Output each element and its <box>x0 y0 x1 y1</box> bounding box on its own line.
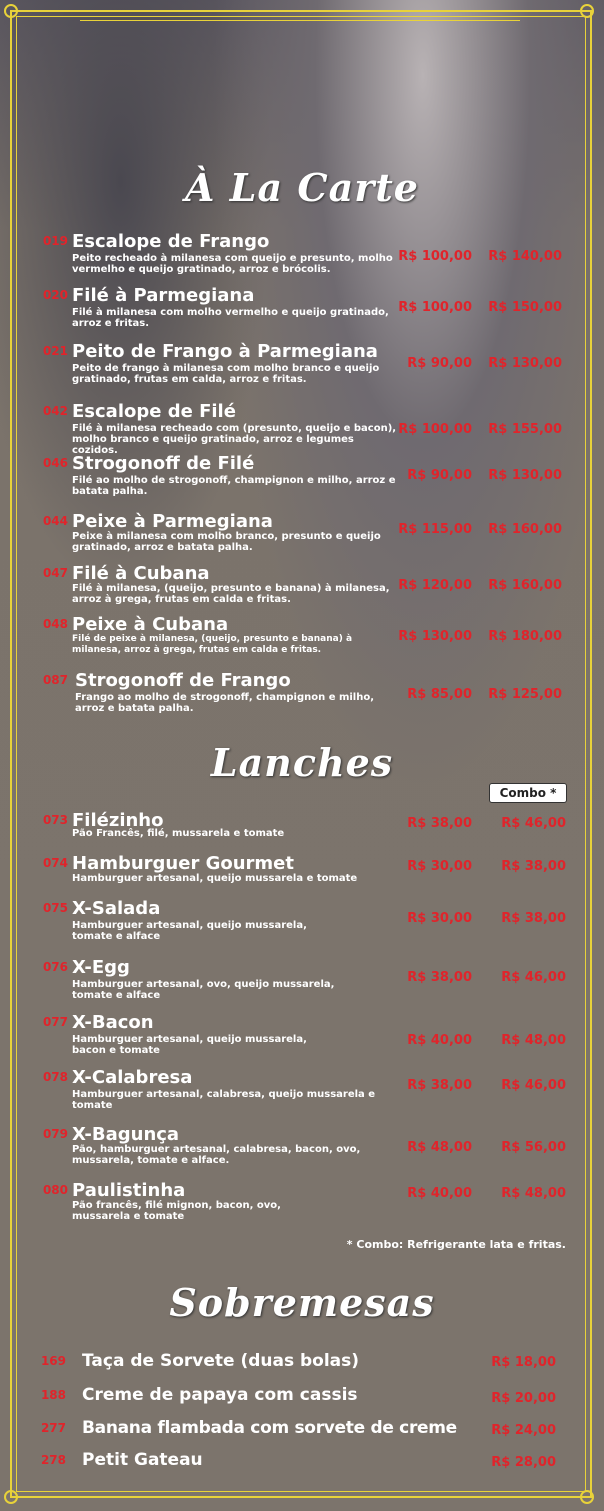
item-price: R$ 38,00 <box>407 816 472 831</box>
item-name: Petit Gateau <box>82 1450 203 1470</box>
item-price: R$ 90,00 <box>407 468 472 483</box>
item-code: 046 <box>42 456 68 470</box>
item-code: 188 <box>40 1388 66 1402</box>
item-price: R$ 85,00 <box>407 687 472 702</box>
item-price-alt: R$ 130,00 <box>488 468 562 483</box>
item-price: R$ 130,00 <box>398 629 472 644</box>
item-code: 021 <box>42 344 68 358</box>
item-price: R$ 40,00 <box>407 1033 472 1048</box>
item-price-alt: R$ 38,00 <box>501 859 566 874</box>
item-name: X-Calabresa <box>72 1067 193 1088</box>
item-description: Pão Francês, filé, mussarela e tomate <box>72 828 285 839</box>
section-title-alacarte: À La Carte <box>185 165 419 210</box>
item-name: Escalope de Frango <box>72 231 270 252</box>
item-price-alt: R$ 46,00 <box>501 970 566 985</box>
item-price: R$ 20,00 <box>491 1391 556 1406</box>
item-name: Banana flambada com sorvete de creme <box>82 1418 457 1438</box>
item-price: R$ 30,00 <box>407 911 472 926</box>
item-name: Peixe à Parmegiana <box>72 511 273 532</box>
item-code: 087 <box>42 673 68 687</box>
corner-ornament-icon <box>4 4 18 18</box>
corner-ornament-icon <box>580 1490 594 1504</box>
item-price-alt: R$ 160,00 <box>488 522 562 537</box>
item-code: 278 <box>40 1453 66 1467</box>
item-code: 079 <box>42 1127 68 1141</box>
item-description: Peito de frango à milanesa com molho branco e queijo gratinado, frutas em calda, arroz e fritas. <box>72 363 380 385</box>
item-code: 169 <box>40 1354 66 1368</box>
item-name: Strogonoff de Filé <box>72 453 255 474</box>
section-title-lanches: Lanches <box>210 740 394 785</box>
item-price-alt: R$ 46,00 <box>501 1078 566 1093</box>
item-name: Peixe à Cubana <box>72 614 229 635</box>
item-description: Filé de peixe à milanesa, (queijo, presunto e banana) à milanesa, arroz à grega, frutas em calda e fritas. <box>72 634 353 655</box>
item-description: Hamburguer artesanal, queijo mussarela e tomate <box>72 873 358 884</box>
item-name: X-Bagunça <box>72 1124 180 1145</box>
decorative-line <box>80 20 520 21</box>
item-name: X-Egg <box>72 957 130 978</box>
item-price: R$ 115,00 <box>398 522 472 537</box>
item-price-alt: R$ 180,00 <box>488 629 562 644</box>
item-name: Filézinho <box>72 810 164 831</box>
item-price-alt: R$ 155,00 <box>488 422 562 437</box>
item-code: 020 <box>42 288 68 302</box>
item-code: 047 <box>42 566 68 580</box>
item-price-alt: R$ 46,00 <box>501 816 566 831</box>
item-name: Peito de Frango à Parmegiana <box>72 341 378 362</box>
item-price-alt: R$ 48,00 <box>501 1186 566 1201</box>
item-name: Filé à Parmegiana <box>72 285 255 306</box>
item-price-alt: R$ 38,00 <box>501 911 566 926</box>
item-code: 074 <box>42 856 68 870</box>
item-code: 019 <box>42 234 68 248</box>
item-code: 277 <box>40 1421 66 1435</box>
item-price: R$ 30,00 <box>407 859 472 874</box>
item-name: Escalope de Filé <box>72 401 236 422</box>
combo-note: * Combo: Refrigerante lata e fritas. <box>346 1238 566 1251</box>
item-price: R$ 100,00 <box>398 249 472 264</box>
item-price: R$ 24,00 <box>491 1423 556 1438</box>
item-name: X-Salada <box>72 898 161 919</box>
item-name: Taça de Sorvete (duas bolas) <box>82 1351 360 1371</box>
item-price: R$ 18,00 <box>491 1355 556 1370</box>
item-price-alt: R$ 160,00 <box>488 578 562 593</box>
item-code: 048 <box>42 617 68 631</box>
item-price: R$ 28,00 <box>491 1455 556 1470</box>
item-description: Filé à milanesa, (queijo, presunto e banana) à milanesa, arroz à grega, frutas em calda e fritas. <box>72 583 390 605</box>
item-description: Filé ao molho de strogonoff, champignon e milho, arroz e batata palha. <box>72 475 396 497</box>
section-title-sobremesas: Sobremesas <box>169 1280 435 1325</box>
item-code: 080 <box>42 1183 68 1197</box>
item-code: 076 <box>42 960 68 974</box>
item-code: 078 <box>42 1070 68 1084</box>
item-price: R$ 100,00 <box>398 300 472 315</box>
item-price-alt: R$ 125,00 <box>488 687 562 702</box>
item-price: R$ 38,00 <box>407 1078 472 1093</box>
item-price: R$ 40,00 <box>407 1186 472 1201</box>
item-name: Strogonoff de Frango <box>75 670 291 691</box>
item-code: 044 <box>42 514 68 528</box>
combo-badge: Combo * <box>489 783 567 803</box>
corner-ornament-icon <box>580 4 594 18</box>
item-name: X-Bacon <box>72 1012 154 1033</box>
corner-ornament-icon <box>4 1490 18 1504</box>
item-price: R$ 90,00 <box>407 356 472 371</box>
item-description: Hamburguer artesanal, ovo, queijo mussarela, tomate e alface <box>72 979 335 1001</box>
item-description: Hamburguer artesanal, calabresa, queijo mussarela e tomate <box>72 1089 376 1111</box>
item-price-alt: R$ 130,00 <box>488 356 562 371</box>
item-price-alt: R$ 150,00 <box>488 300 562 315</box>
item-code: 075 <box>42 901 68 915</box>
item-price: R$ 38,00 <box>407 970 472 985</box>
item-code: 042 <box>42 404 68 418</box>
item-code: 077 <box>42 1015 68 1029</box>
item-description: Frango ao molho de strogonoff, champignon e milho, arroz e batata palha. <box>75 692 375 714</box>
item-price: R$ 120,00 <box>398 578 472 593</box>
item-description: Filé à milanesa recheado com (presunto, queijo e bacon), molho branco e queijo gratinado, arroz e legumes cozidos. <box>72 423 397 456</box>
item-name: Paulistinha <box>72 1180 186 1201</box>
item-description: Filé à milanesa com molho vermelho e queijo gratinado, arroz e fritas. <box>72 307 389 329</box>
item-description: Hamburguer artesanal, queijo mussarela, bacon e tomate <box>72 1034 307 1056</box>
item-price-alt: R$ 140,00 <box>488 249 562 264</box>
item-description: Hamburguer artesanal, queijo mussarela, tomate e alface <box>72 920 307 942</box>
item-name: Filé à Cubana <box>72 563 210 584</box>
item-description: Pão francês, filé mignon, bacon, ovo, mussarela e tomate <box>72 1200 281 1222</box>
item-price: R$ 48,00 <box>407 1140 472 1155</box>
item-description: Peito recheado à milanesa com queijo e presunto, molho vermelho e queijo gratinado, arroz e brócolis. <box>72 253 393 275</box>
item-description: Pão, hamburguer artesanal, calabresa, bacon, ovo, mussarela, tomate e alface. <box>72 1144 361 1166</box>
item-name: Hamburguer Gourmet <box>72 853 294 874</box>
item-name: Creme de papaya com cassis <box>82 1385 358 1405</box>
item-code: 073 <box>42 813 68 827</box>
item-price-alt: R$ 56,00 <box>501 1140 566 1155</box>
item-description: Peixe à milanesa com molho branco, presunto e queijo gratinado, arroz e batata palha. <box>72 531 381 553</box>
item-price: R$ 100,00 <box>398 422 472 437</box>
item-price-alt: R$ 48,00 <box>501 1033 566 1048</box>
